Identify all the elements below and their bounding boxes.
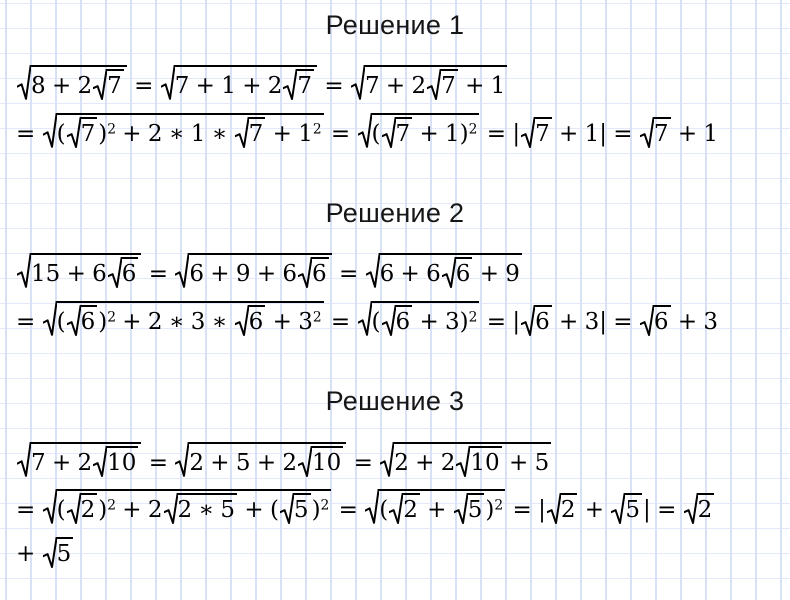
square-root	[93, 69, 124, 101]
radical-sign-icon	[67, 305, 81, 337]
radical-sign-icon	[442, 257, 456, 289]
radicand: 2 ∗ 5	[177, 493, 238, 525]
radical-sign-icon	[684, 493, 698, 525]
square-root	[611, 493, 642, 525]
radicand: 10	[311, 446, 343, 478]
radicand: ( 7 + 1)$^2$	[371, 113, 480, 149]
square-root	[382, 305, 413, 337]
radicand: 6 + 9 + 6 6	[188, 253, 331, 289]
radical-sign-icon	[17, 253, 31, 289]
solution-1-equation-line-1: 8 + 2 7 = 7 + 1 + 2 7 = 7 + 2 7 + 1	[16, 65, 790, 101]
superscript: 2	[312, 309, 322, 326]
radicand: 8 + 2 7	[30, 65, 127, 101]
radicand: 6	[311, 257, 329, 289]
radicand: 6	[653, 305, 671, 337]
radicand: 7	[248, 117, 266, 149]
radical-sign-icon	[17, 65, 31, 101]
radicand: 7	[80, 117, 98, 149]
radical-sign-icon	[454, 493, 468, 525]
superscript: 2	[107, 309, 116, 326]
square-root	[389, 493, 420, 525]
radicand: 5	[624, 493, 642, 525]
radical-sign-icon	[640, 305, 654, 337]
radical-sign-icon	[640, 117, 654, 149]
superscript: 2	[494, 497, 504, 514]
radical-sign-icon	[351, 65, 365, 101]
radical-sign-icon	[358, 113, 372, 149]
radicand: 7 + 2 7 + 1	[364, 65, 507, 101]
square-root	[43, 489, 332, 525]
radicand: 5	[293, 493, 311, 525]
superscript: 2	[107, 497, 116, 514]
solution-2-section	[0, 198, 790, 336]
radicand: ( 2 + 5 )$^2$	[378, 489, 505, 525]
square-root	[164, 493, 238, 525]
square-root	[380, 442, 551, 478]
radicand: 2	[697, 493, 715, 525]
solution-3-title: Решение 3	[325, 386, 465, 417]
square-root	[67, 305, 98, 337]
square-root	[521, 117, 552, 149]
radicand: 6	[395, 305, 413, 337]
radical-sign-icon	[235, 117, 249, 149]
square-root	[17, 442, 141, 478]
square-root	[521, 305, 552, 337]
solution-1-section	[0, 10, 790, 148]
square-root	[67, 117, 98, 149]
square-root	[365, 489, 505, 525]
radical-sign-icon	[365, 489, 379, 525]
square-root	[366, 253, 522, 289]
radical-sign-icon	[298, 257, 312, 289]
solution-3-section	[0, 386, 790, 568]
square-root	[93, 446, 138, 478]
radicand: ( 6 )$^2$ + 2 ∗ 3 ∗ $6 + 3^2$	[56, 301, 324, 337]
square-root	[351, 65, 507, 101]
square-root	[280, 493, 311, 525]
radical-sign-icon	[43, 537, 57, 569]
radicand: 6	[248, 305, 266, 337]
square-root	[382, 117, 413, 149]
radicand: 7	[395, 117, 413, 149]
radicand: 7 + 1 + 2 7	[174, 65, 317, 101]
radical-sign-icon	[298, 446, 312, 478]
radical-sign-icon	[93, 69, 107, 101]
radical-sign-icon	[611, 493, 625, 525]
radical-sign-icon	[521, 117, 535, 149]
radical-sign-icon	[67, 117, 81, 149]
radical-sign-icon	[547, 493, 561, 525]
square-root	[17, 65, 127, 101]
square-root	[67, 493, 98, 525]
square-root	[161, 65, 317, 101]
radicand: 7	[296, 69, 314, 101]
superscript: 2	[312, 121, 322, 138]
radical-sign-icon	[389, 493, 403, 525]
square-root	[298, 257, 329, 289]
radicand: 7	[106, 69, 124, 101]
radicand: 5	[467, 493, 485, 525]
square-root	[454, 493, 485, 525]
square-root	[43, 301, 324, 337]
square-root	[43, 537, 74, 569]
radicand: 2	[80, 493, 98, 525]
solution-2-title: Решение 2	[325, 198, 465, 229]
radical-sign-icon	[283, 69, 297, 101]
square-root	[235, 117, 266, 149]
square-root	[640, 305, 671, 337]
radical-sign-icon	[175, 442, 189, 478]
radicand: 6	[534, 305, 552, 337]
superscript: 2	[468, 309, 478, 326]
square-root	[547, 493, 578, 525]
solution-2-equation-line-1: 15 + 6 6 = 6 + 9 + 6 6 = 6 + 6 6 + 9	[16, 253, 790, 289]
radicand: 2 + 2 10 + 5	[393, 442, 551, 478]
square-root	[43, 113, 324, 149]
square-root	[358, 301, 480, 337]
square-root	[358, 113, 480, 149]
radical-sign-icon	[43, 113, 57, 149]
solution-3-equation-line-2: = ( 2 )$^2$ + 2 2 ∗ 5 + ( 5 )$^2$ = ( 2 + 5 )$^2$ = | 2 + 5 | = 2	[16, 489, 790, 525]
radical-sign-icon	[43, 489, 57, 525]
square-root	[640, 117, 671, 149]
radical-sign-icon	[93, 446, 107, 478]
solution-1-title: Решение 1	[325, 10, 465, 40]
solution-2-equation-line-2: = ( 6 )$^2$ + 2 ∗ 3 ∗ $6 + 3^2$ = ( 6 + 3)$^2$ = | 6 + 3| = 6 + 3	[16, 301, 790, 337]
square-root	[175, 442, 346, 478]
square-root	[235, 305, 266, 337]
radicand: 7	[653, 117, 671, 149]
radical-sign-icon	[521, 305, 535, 337]
square-root	[427, 69, 458, 101]
radicand: 2	[402, 493, 420, 525]
square-root	[442, 257, 473, 289]
radical-sign-icon	[108, 257, 122, 289]
radicand: 7 + 2 10	[30, 442, 141, 478]
radicand: ( 2 )$^2$ + 2 2 ∗ 5 + ( 5 )$^2$	[56, 489, 332, 525]
radicand: ( 6 + 3)$^2$	[371, 301, 480, 337]
radicand: 5	[56, 537, 74, 569]
square-root	[298, 446, 343, 478]
radical-sign-icon	[17, 442, 31, 478]
square-root	[175, 253, 331, 289]
radical-sign-icon	[427, 69, 441, 101]
radicand: ( 7 )$^2$ + 2 ∗ 1 ∗ $7 + 1^2$	[56, 113, 324, 149]
radical-sign-icon	[175, 253, 189, 289]
radicand: 7	[440, 69, 458, 101]
square-root	[456, 446, 501, 478]
solution-1-equation-line-2: = ( 7 )$^2$ + 2 ∗ 1 ∗ $7 + 1^2$ = ( 7 + 1)$^2$ = | 7 + 1| = 7 + 1	[16, 113, 790, 149]
radical-sign-icon	[67, 493, 81, 525]
superscript: 2	[107, 121, 116, 138]
radicand: 2 + 5 + 2 10	[188, 442, 346, 478]
square-root	[283, 69, 314, 101]
square-root	[684, 493, 715, 525]
radicand: 6	[121, 257, 139, 289]
radical-sign-icon	[382, 305, 396, 337]
radical-sign-icon	[164, 493, 178, 525]
radicand: 7	[534, 117, 552, 149]
radical-sign-icon	[280, 493, 294, 525]
radicand: 2	[560, 493, 578, 525]
radical-sign-icon	[456, 446, 470, 478]
radicand: 10	[106, 446, 138, 478]
solution-3-equation-line-1: 7 + 2 10 = 2 + 5 + 2 10 = 2 + 2 10 + 5	[16, 442, 790, 478]
superscript: 2	[320, 497, 330, 514]
radical-sign-icon	[161, 65, 175, 101]
radicand: 6	[455, 257, 473, 289]
radicand: 6	[80, 305, 98, 337]
square-root	[108, 257, 139, 289]
radicand: 10	[469, 446, 501, 478]
radicand: 6 + 6 6 + 9	[379, 253, 522, 289]
solution-3-equation-line-3: + 5	[16, 537, 790, 569]
radical-sign-icon	[43, 301, 57, 337]
radical-sign-icon	[366, 253, 380, 289]
radicand: 15 + 6 6	[30, 253, 141, 289]
radical-sign-icon	[380, 442, 394, 478]
radical-sign-icon	[382, 117, 396, 149]
superscript: 2	[468, 121, 478, 138]
square-root	[17, 253, 141, 289]
radical-sign-icon	[235, 305, 249, 337]
radical-sign-icon	[358, 301, 372, 337]
